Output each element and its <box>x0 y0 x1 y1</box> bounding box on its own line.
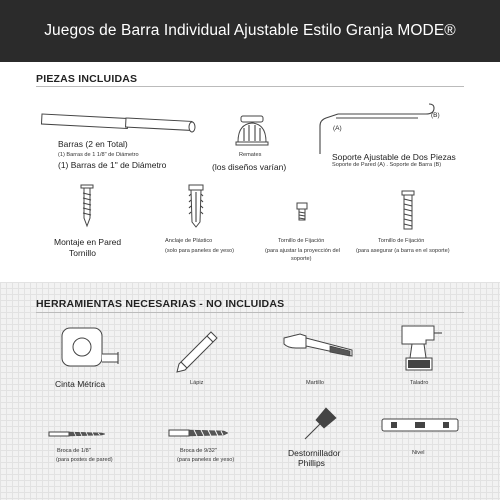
tools-section <box>0 282 500 500</box>
plastic-anchor-icon <box>187 184 205 228</box>
bracket-small-note: Soporte de Pared (A) . Soporte de Barra (B) <box>332 162 442 168</box>
long-set-screw-icon <box>401 190 415 230</box>
screwdriver-label-2: Phillips <box>298 458 325 468</box>
included-section-rule <box>36 86 464 87</box>
long-set-screw-label: Tornillo de Fijación <box>378 238 425 244</box>
set-screw-icon <box>296 202 308 222</box>
included-section-title: PIEZAS INCLUIDAS <box>36 73 138 85</box>
anchor-small-note: (solo para paneles de yeso) <box>165 248 235 254</box>
anchor-label: Anclaje de Plástico <box>165 238 213 244</box>
finial-icon <box>234 114 270 148</box>
tools-section-rule <box>36 312 464 313</box>
rods-medium-note: (1) Barras de 1" de Diámetro <box>58 160 167 170</box>
pencil-icon <box>175 330 219 374</box>
drill-label: Taladro <box>410 380 429 386</box>
wall-screw-label-2: Tornillo <box>69 248 96 258</box>
tape-measure-icon <box>60 326 122 370</box>
rods-small-note: (1) Barras de 1 1/8" de Diámetro <box>58 152 139 158</box>
bracket-label: Soporte Ajustable de Dos Piezas <box>332 152 456 162</box>
set-screw-small-1: (para ajustar la proyección del <box>265 248 340 254</box>
bit-large-label: Broca de 9/32" <box>180 448 217 454</box>
level-label: Nivel <box>412 450 425 456</box>
wall-screw-label-1: Montaje en Pared <box>54 237 122 247</box>
screwdriver-label-1: Destornillador <box>288 448 341 458</box>
tools-section-title: HERRAMIENTAS NECESARIAS - NO INCLUIDAS <box>36 298 285 310</box>
tape-measure-label: Cinta Métrica <box>55 379 106 389</box>
hammer-label: Martillo <box>306 380 325 386</box>
bit-small-label: Broca de 1/8" <box>57 448 91 454</box>
included-parts-section <box>0 62 500 282</box>
long-set-screw-small: (para asegurar (a barra en el soporte) <box>356 248 450 254</box>
drill-bit-large-icon <box>168 428 230 438</box>
bit-small-note: (para postes de pared) <box>56 457 113 463</box>
finials-label: (los diseños varían) <box>212 162 287 172</box>
page-header <box>0 0 500 62</box>
drill-bit-small-icon <box>48 430 106 438</box>
bracket-tag-b: (B) <box>431 112 440 119</box>
rods-label: Barras (2 en Total) <box>58 139 128 149</box>
phillips-screwdriver-icon <box>302 406 338 442</box>
pencil-label: Lápiz <box>190 380 204 386</box>
bit-large-note: (para paneles de yeso) <box>177 457 235 463</box>
rod-icon <box>40 110 200 140</box>
page-title: Juegos de Barra Individual Ajustable Estilo Granja MODE® <box>44 22 456 39</box>
wall-screw-icon <box>80 184 94 228</box>
set-screw-label: Tornillo de Fijación <box>278 238 325 244</box>
level-icon <box>381 417 459 433</box>
set-screw-small-2: soporte) <box>291 256 312 262</box>
drill-icon <box>398 324 442 374</box>
hammer-icon <box>282 332 354 372</box>
bracket-tag-a: (A) <box>333 125 342 132</box>
finials-small-note: Remates <box>239 152 262 158</box>
